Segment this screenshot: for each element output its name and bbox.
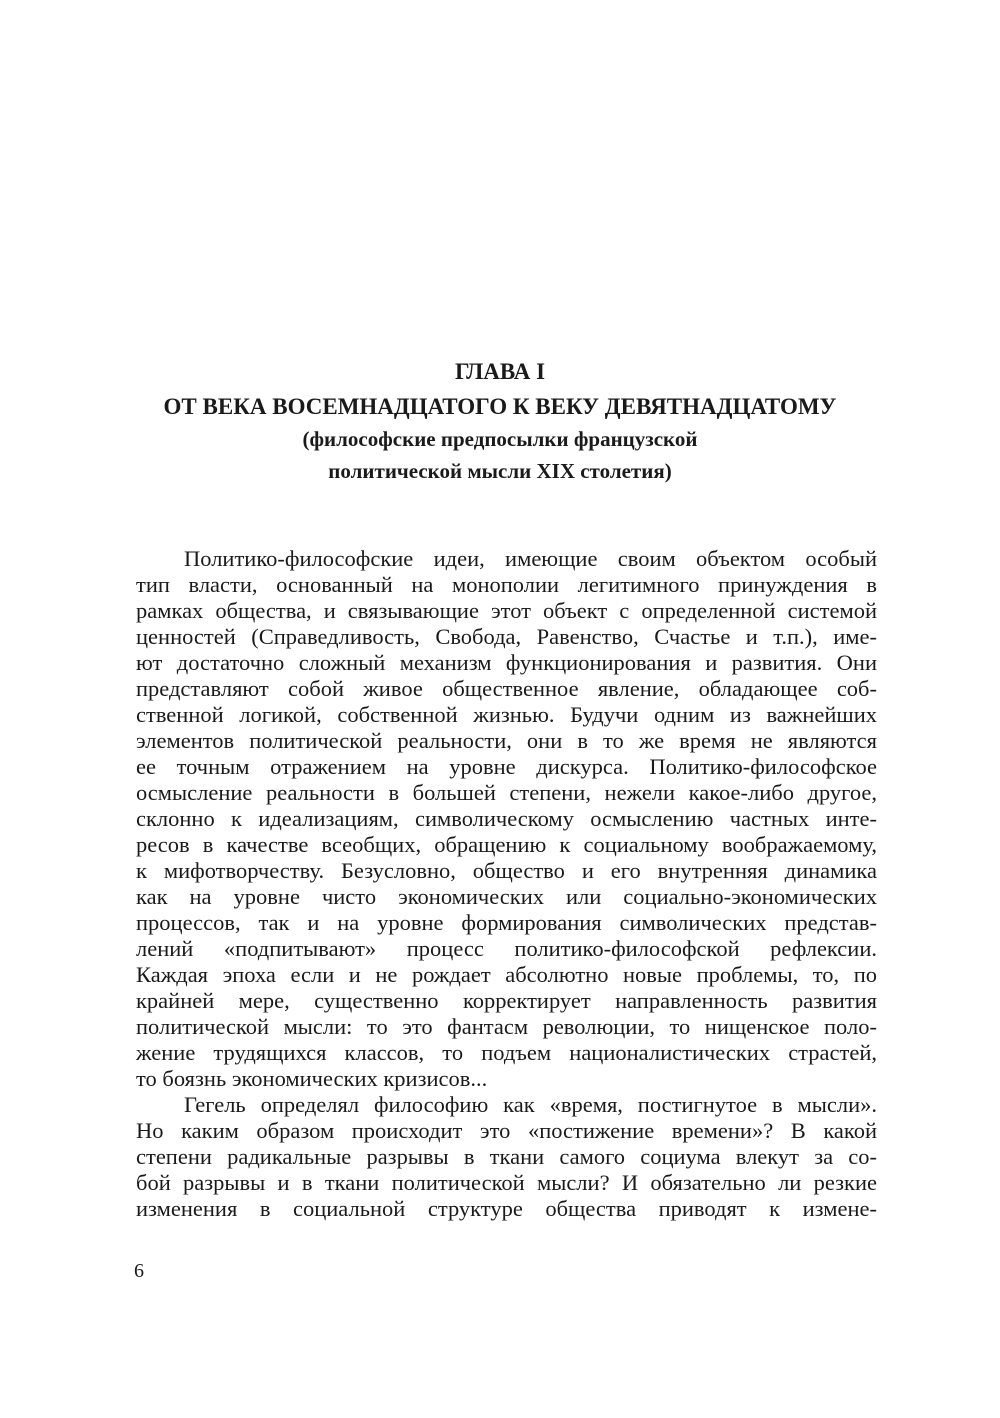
body-line: изменения в социальной структуре общества приводят к измене- xyxy=(136,1196,877,1221)
body-line: ственной логикой, собственной жизнью. Будучи одним из важнейших xyxy=(136,702,877,727)
chapter-subtitle-line-1: (философские предпосылки французской xyxy=(302,427,698,451)
body-line: осмысление реальности в большей степени, нежели какое-либо другое, xyxy=(136,780,877,805)
body-line: склонно к идеализациям, символическому осмыслению частных инте- xyxy=(136,806,877,831)
body-line: как на уровне чисто экономических или социально-экономических xyxy=(136,884,877,909)
body-line: жение трудящихся классов, то подъем националистических страстей, xyxy=(136,1040,877,1065)
body-line: рамках общества, и связывающие этот объект с определенной системой xyxy=(136,598,877,623)
body-line: представляют собой живое общественное явление, обладающее соб- xyxy=(136,676,877,701)
body-line: крайней мере, существенно корректирует направленность развития xyxy=(136,988,877,1013)
page-number: 6 xyxy=(134,1260,144,1282)
body-line: ресов в качестве всеобщих, обращению к социальному воображаемому, xyxy=(136,832,877,857)
chapter-label: ГЛАВА I xyxy=(454,359,546,384)
body-line: то боязнь экономических кризисов... xyxy=(136,1066,488,1091)
body-line: тип власти, основанный на монополии легитимного принуждения в xyxy=(136,572,877,597)
body-line: ценностей (Справедливость, Свобода, Равенство, Счастье и т.п.), име- xyxy=(136,624,877,649)
chapter-title: ОТ ВЕКА ВОСЕМНАДЦАТОГО К ВЕКУ ДЕВЯТНАДЦАТОМУ xyxy=(163,394,837,419)
body-line: Гегель определял философию как «время, постигнутое в мысли». xyxy=(184,1092,877,1117)
body-line: ее точным отражением на уровне дискурса. Политико-философское xyxy=(136,754,877,779)
body-line: степени радикальные разрывы в ткани самого социума влекут за со- xyxy=(136,1144,877,1169)
body-line: Политико-философские идеи, имеющие своим объектом особый xyxy=(184,546,877,571)
body-line: ют достаточно сложный механизм функционирования и развития. Они xyxy=(136,650,877,675)
body-line: Каждая эпоха если и не рождает абсолютно новые проблемы, то, по xyxy=(136,962,877,987)
chapter-subtitle-line-2: политической мысли XIX столетия) xyxy=(328,459,672,483)
body-line: бой разрывы и в ткани политической мысли? И обязательно ли резкие xyxy=(136,1170,877,1195)
body-line: политической мысли: то это фантасм революции, то нищенское поло- xyxy=(136,1014,877,1039)
body-line: Но каким образом происходит это «постижение времени»? В какой xyxy=(136,1118,877,1143)
body-line: элементов политической реальности, они в то же время не являются xyxy=(136,728,877,753)
body-line: к мифотворчеству. Безусловно, общество и его внутренняя динамика xyxy=(136,858,877,883)
body-line: лений «подпитывают» процесс политико-философской рефлексии. xyxy=(136,936,877,961)
body-line: процессов, так и на уровне формирования символических представ- xyxy=(136,910,877,935)
